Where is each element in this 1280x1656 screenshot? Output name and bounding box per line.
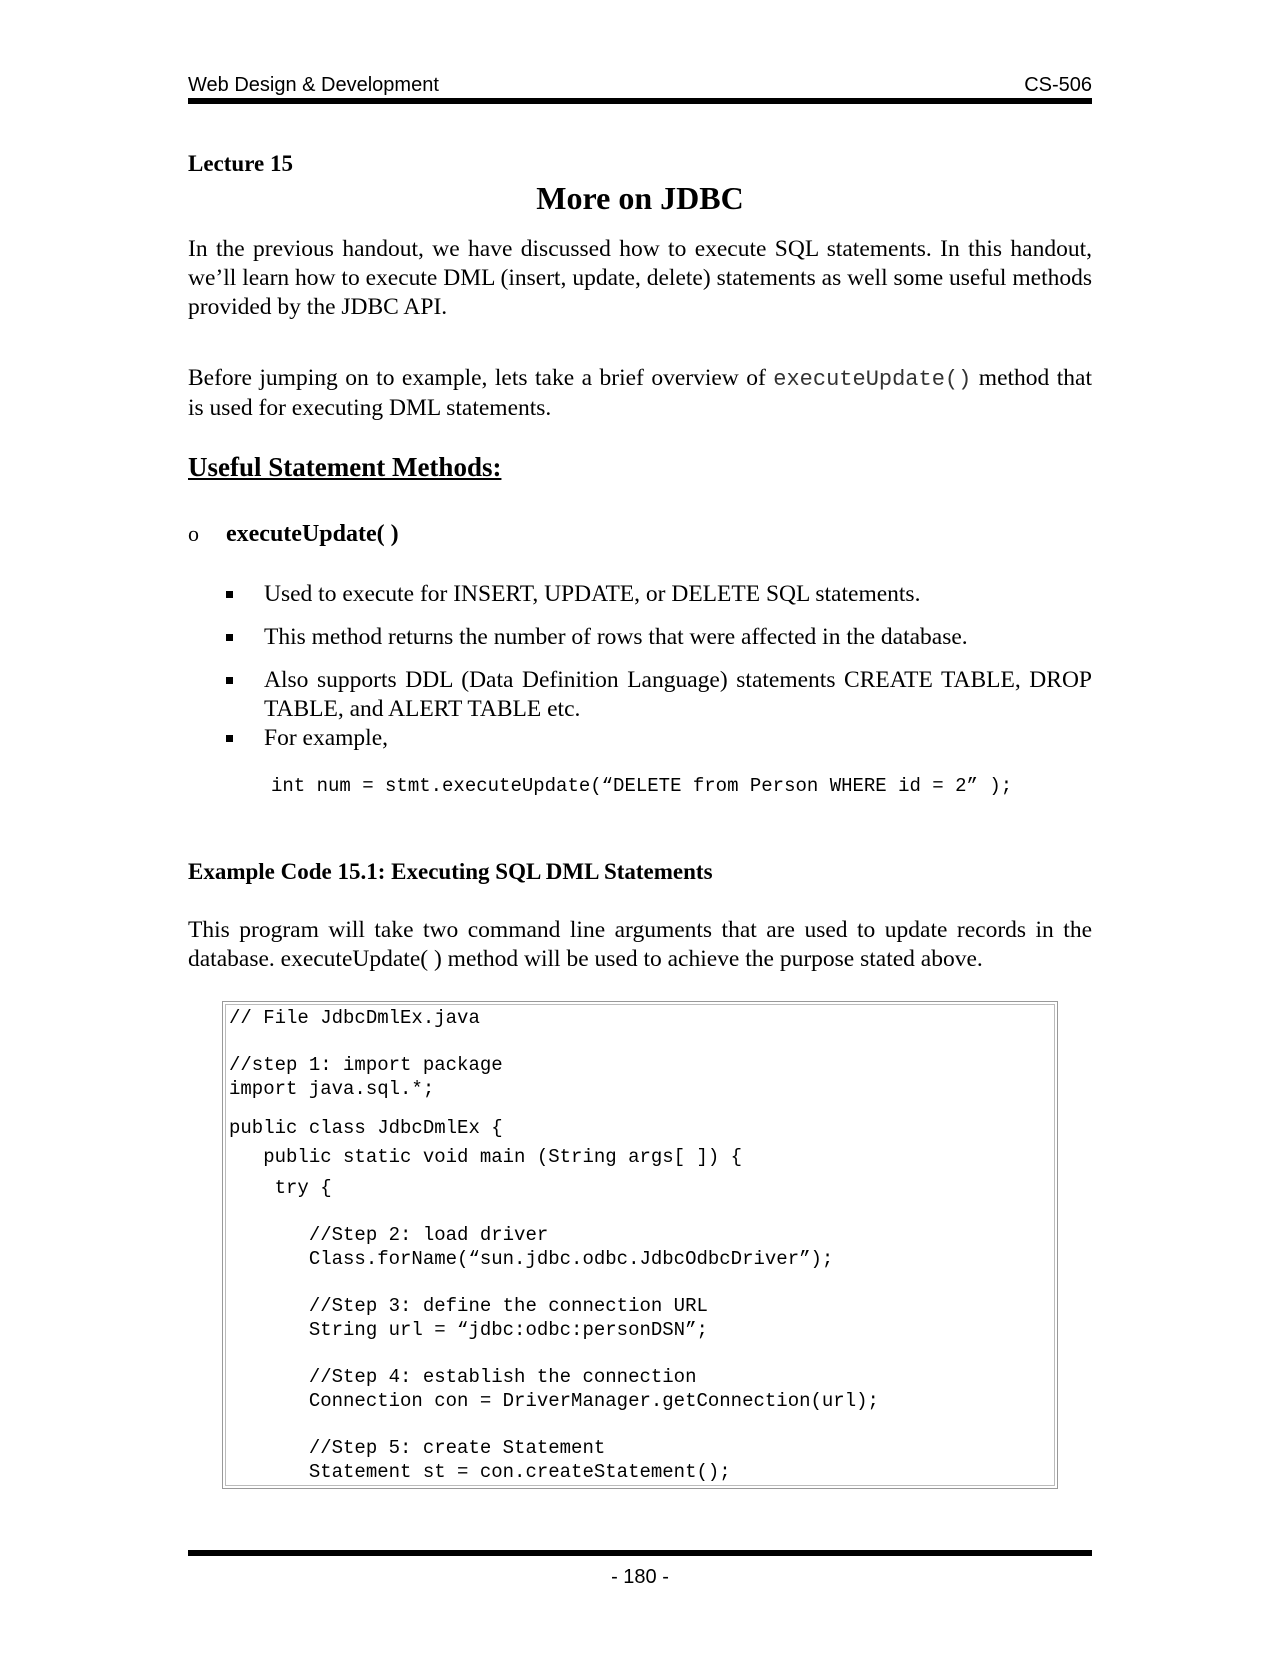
list-item-text: Used to execute for INSERT, UPDATE, or DELETE SQL statements.	[264, 581, 921, 607]
example-code-snippet: int num = stmt.executeUpdate(“DELETE from Person WHERE id = 2” );	[271, 775, 1013, 797]
page-number: - 180 -	[611, 1566, 669, 1588]
code-line: public static void main (String args[ ]) {	[229, 1146, 743, 1168]
code-line: //Step 3: define the connection URL	[229, 1295, 708, 1317]
example-description: This program will take two command line arguments that are used to update records in the database. executeUpdate( ) method will be used to achieve the purpose stated above.	[188, 917, 1092, 972]
code-line: //Step 2: load driver	[229, 1224, 549, 1246]
header-course-code: CS-506	[1024, 74, 1092, 96]
footer-rule	[188, 1550, 1092, 1556]
square-bullet-icon	[226, 677, 233, 684]
method-name: executeUpdate( )	[226, 521, 399, 547]
overview-text-a: Before jumping on to example, lets take a brief overview of	[188, 365, 774, 391]
overview-paragraph	[188, 364, 1092, 423]
list-item	[226, 580, 1092, 609]
code-line: //step 1: import package	[229, 1054, 503, 1076]
header-rule	[188, 98, 1092, 104]
overview-inline-code: executeUpdate()	[773, 367, 972, 392]
code-line: Class.forName(“sun.jdbc.odbc.JdbcOdbcDriver”);	[229, 1248, 834, 1270]
square-bullet-icon	[226, 735, 233, 742]
code-line: Statement st = con.createStatement();	[229, 1461, 731, 1483]
list-item	[226, 724, 1092, 753]
header-course-title: Web Design & Development	[188, 74, 439, 96]
code-line: //Step 4: establish the connection	[229, 1366, 697, 1388]
code-line: //Step 5: create Statement	[229, 1437, 606, 1459]
list-item	[226, 666, 1092, 724]
list-item	[226, 623, 1092, 652]
section-heading: Useful Statement Methods:	[188, 452, 502, 482]
code-line: String url = “jdbc:odbc:personDSN”;	[229, 1319, 708, 1341]
lecture-label: Lecture 15	[188, 151, 293, 176]
list-item-text: This method returns the number of rows that were affected in the database.	[264, 624, 968, 650]
code-line: Connection con = DriverManager.getConnection(url);	[229, 1390, 879, 1412]
code-line: public class JdbcDmlEx {	[229, 1117, 503, 1139]
circle-bullet-icon: o	[188, 521, 199, 546]
page-header	[188, 74, 1092, 100]
square-bullet-icon	[226, 634, 233, 641]
code-line: import java.sql.*;	[229, 1078, 435, 1100]
method-heading	[188, 521, 399, 548]
page-title: More on JDBC	[536, 180, 744, 216]
square-bullet-icon	[226, 591, 233, 598]
list-item-text: For example,	[264, 725, 388, 751]
list-item-text: Also supports DDL (Data Definition Language) statements CREATE TABLE, DROP TABLE, and ALERT TABLE etc.	[264, 667, 1092, 722]
example-title: Example Code 15.1: Executing SQL DML Statements	[188, 859, 713, 884]
intro-paragraph: In the previous handout, we have discussed how to execute SQL statements. In this handout, we’ll learn how to execute DML (insert, update, delete) statements as well some useful methods provided by the JDBC API.	[188, 236, 1092, 320]
overview-text-b: method that is used for executing DML statements.	[188, 365, 1092, 421]
code-line: // File JdbcDmlEx.java	[229, 1007, 480, 1029]
code-line: try {	[229, 1177, 332, 1199]
